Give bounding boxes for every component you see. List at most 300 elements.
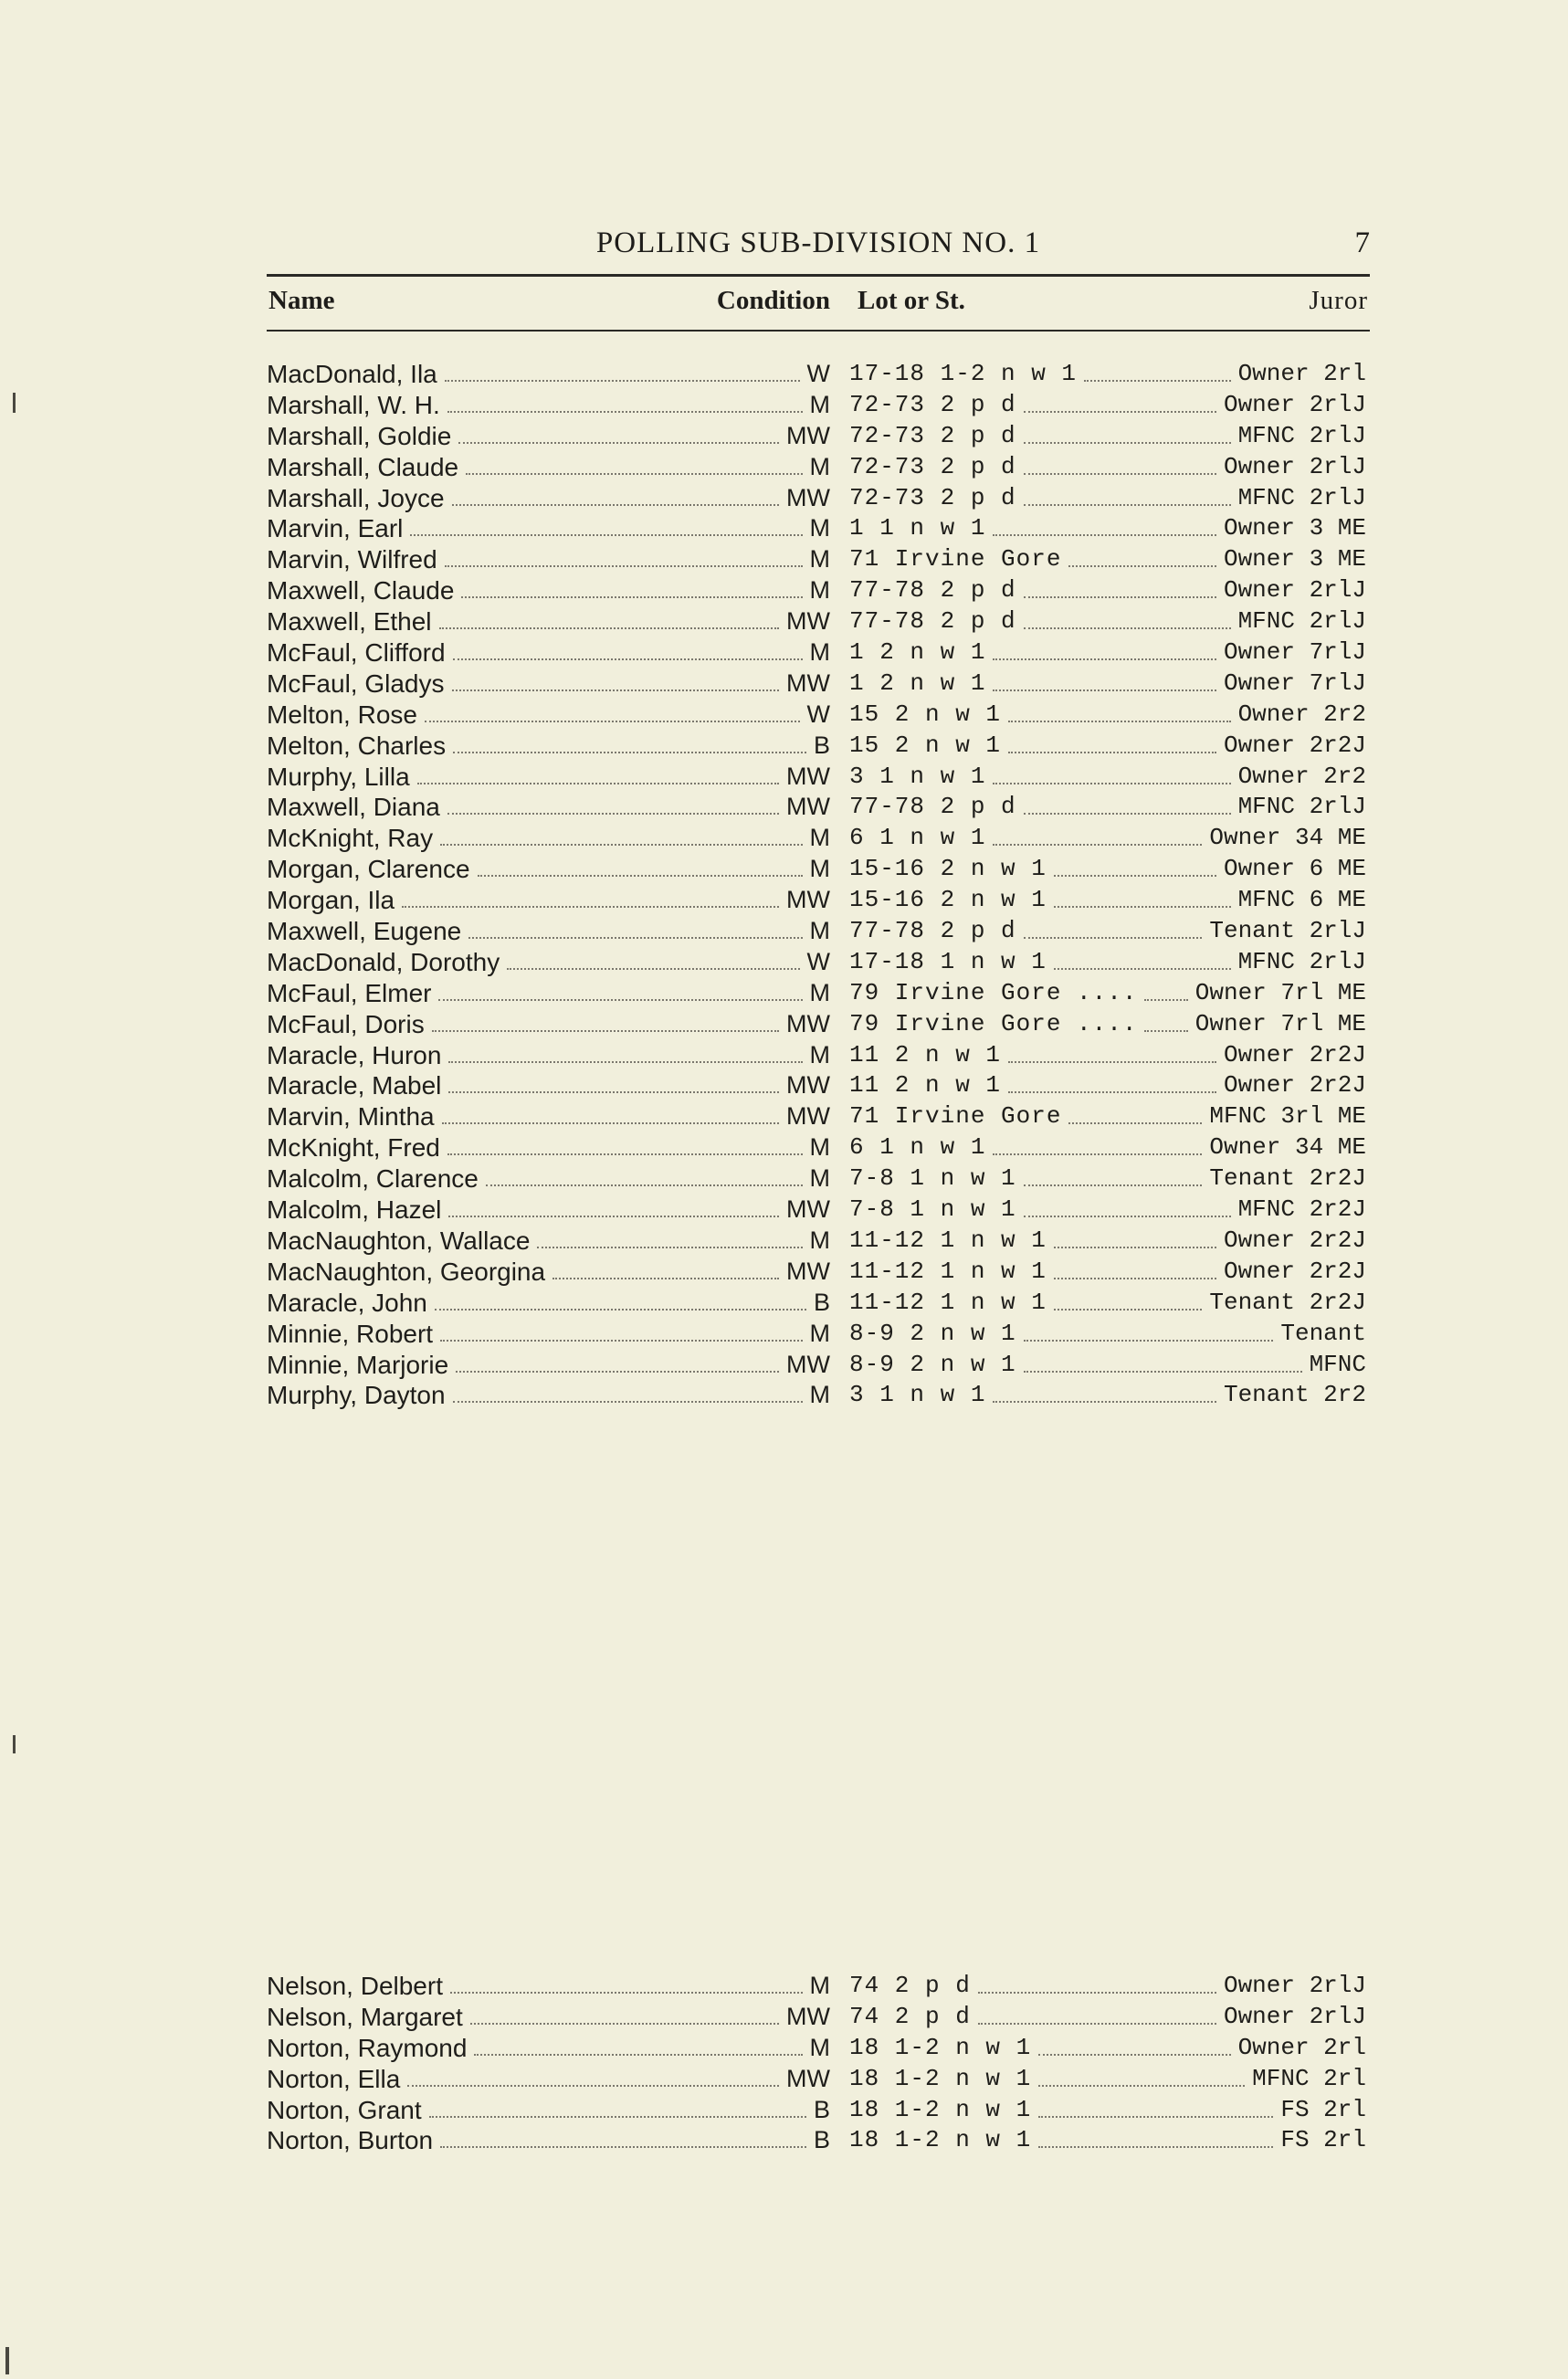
dot-leader [470,2023,779,2025]
voter-condition: M [809,452,830,480]
voter-lot: 11-12 1 n w 1 [849,1226,1047,1254]
voter-row [267,854,1370,885]
dot-leader [456,1371,779,1373]
voter-lot: 15 2 n w 1 [849,700,1002,728]
voter-name: Murphy, Lilla [267,762,410,791]
dot-leader [1008,1091,1216,1093]
bleed-through-line [267,1558,1370,1589]
voter-lot: 8-9 2 n w 1 [849,1350,1016,1378]
dot-leader [445,380,800,382]
dot-leader [1084,380,1231,382]
voter-lot: 15 2 n w 1 [849,731,1002,759]
voter-lot: 74 2 p d [849,1972,971,1999]
voter-juror: Owner 2rlJ [1223,1972,1366,1999]
dot-leader [1068,565,1216,567]
voter-juror: MFNC 2r2J [1237,1195,1366,1224]
dot-leader [407,2085,779,2087]
voter-condition: MW [786,762,830,790]
dot-leader [429,2116,806,2118]
bleed-through-line [267,1496,1370,1527]
voter-name: Norton, Raymond [267,2033,468,2062]
voter-row [267,2064,1370,2095]
dot-leader [425,721,800,722]
voter-name: McFaul, Doris [267,1009,425,1038]
voter-row [267,1350,1370,1381]
voter-lot: 72-73 2 p d [849,483,1016,511]
voter-name: McFaul, Elmer [267,978,432,1007]
dot-leader [1024,411,1216,413]
voter-condition: MW [786,607,830,636]
dot-leader [993,534,1216,536]
voter-condition: M [809,1040,830,1068]
voter-condition: M [809,638,830,667]
dot-leader [440,2146,806,2148]
voter-row [267,575,1370,606]
dot-leader [410,534,802,536]
voter-juror: Tenant [1280,1319,1366,1347]
page-edge-mark [13,393,16,413]
voter-name: Nelson, Delbert [267,1972,443,2000]
voter-row [267,978,1370,1009]
voter-juror: Owner 7rlJ [1223,668,1366,697]
dot-leader [1024,596,1216,598]
voter-row [267,947,1370,978]
voter-row [267,1101,1370,1132]
voter-name: McFaul, Clifford [267,638,446,668]
dot-leader [468,937,802,939]
voter-juror: MFNC 2rlJ [1237,483,1366,511]
page-number: 7 [1354,226,1370,259]
voter-name: MacDonald, Ila [267,360,437,388]
dot-leader [978,2023,1216,2025]
dot-leader [432,1030,779,1032]
dot-leader [1024,1184,1203,1186]
dot-leader [1054,1278,1216,1279]
voter-name: Marvin, Mintha [267,1102,435,1132]
voter-name: Norton, Burton [267,2126,434,2155]
dot-leader [486,1184,803,1186]
voter-name: Minnie, Marjorie [267,1350,449,1379]
dot-leader [1024,504,1231,506]
dot-leader [552,1278,779,1279]
bleed-through-line [267,1527,1370,1558]
dot-leader [1038,2146,1273,2148]
voter-juror: FS 2rl [1280,2126,1366,2154]
voter-lot: 1 2 n w 1 [849,668,986,697]
dot-leader [452,689,780,691]
page-edge-mark [5,2347,9,2374]
voter-name: Morgan, Ila [267,886,395,915]
dot-leader [402,906,779,908]
voter-juror: Tenant 2r2J [1209,1288,1366,1316]
voter-lot: 17-18 1-2 n w 1 [849,360,1078,387]
voter-juror: Owner 6 ME [1223,855,1366,883]
voter-condition: MW [786,1102,830,1131]
voter-row [267,731,1370,762]
dot-leader [447,411,803,413]
voter-name: Malcolm, Hazel [267,1195,442,1225]
voter-juror: Owner 34 ME [1209,1133,1366,1162]
dot-leader [453,752,806,753]
dot-leader [474,2054,802,2056]
voter-row [267,1132,1370,1163]
voter-condition: B [813,1288,830,1316]
voter-condition: MW [786,886,830,914]
dot-leader [1054,875,1216,877]
dot-leader [1054,906,1231,908]
voter-condition: MW [786,2064,830,2092]
voter-name: Marshall, Claude [267,452,459,481]
voter-row [267,1380,1370,1411]
voter-juror: MFNC 2rlJ [1237,421,1366,449]
dot-leader [448,1091,779,1093]
voter-juror: Tenant 2r2J [1209,1164,1366,1193]
voter-lot: 79 Irvine Gore .... [849,978,1138,1006]
voter-name: Marshall, W. H. [267,390,440,419]
voter-juror: Owner 2r2J [1223,731,1366,759]
voter-name: MacNaughton, Wallace [267,1226,531,1255]
voter-lot: 18 1-2 n w 1 [849,2064,1032,2092]
voter-lot: 72-73 2 p d [849,452,1016,480]
column-header-condition: Condition [716,286,830,315]
voter-condition: B [813,731,830,759]
voter-lot: 11 2 n w 1 [849,1071,1002,1100]
voter-lot: 18 1-2 n w 1 [849,2033,1032,2061]
voter-juror: Owner 3 ME [1223,545,1366,574]
page-header [267,226,1370,267]
dot-leader [440,1340,802,1342]
voter-condition: MW [786,668,830,697]
voter-lot: 7-8 1 n w 1 [849,1195,1016,1224]
voter-row [267,762,1370,793]
voter-juror: Owner 2r2 [1237,700,1366,728]
voter-name: Marvin, Earl [267,514,404,543]
voter-condition: M [809,1133,830,1162]
voter-row [267,1195,1370,1226]
voter-condition: M [809,545,830,574]
voter-condition: M [809,390,830,418]
voter-condition: W [806,947,830,975]
dot-leader [1038,2116,1273,2118]
bleed-through-line [267,1434,1370,1465]
voter-juror: MFNC 2rlJ [1237,793,1366,821]
voter-row [267,1226,1370,1257]
voter-condition: W [806,360,830,387]
voter-juror: MFNC 3rl ME [1209,1102,1366,1131]
voter-name: Marvin, Wilfred [267,545,437,574]
voter-name: Maracle, Mabel [267,1071,442,1100]
voter-juror: Owner 7rlJ [1223,638,1366,667]
voter-row [267,1009,1370,1040]
dot-leader [1008,752,1216,753]
voter-condition: M [809,1226,830,1254]
dot-leader [466,473,802,475]
voter-row [267,2095,1370,2126]
voter-lot: 6 1 n w 1 [849,824,986,852]
voter-lot: 71 Irvine Gore [849,545,1062,574]
voter-juror: MFNC 2rl [1252,2064,1366,2092]
voter-condition: M [809,1164,830,1193]
dot-leader [1024,1216,1231,1217]
voter-row [267,700,1370,731]
voter-condition: MW [786,1350,830,1378]
dot-leader [450,1992,803,1994]
voter-juror: Owner 2rl [1237,360,1366,387]
dot-leader [453,1401,803,1403]
voter-lot: 79 Irvine Gore .... [849,1009,1138,1037]
dot-leader [1144,1030,1187,1032]
dot-leader [435,1309,806,1311]
voter-name: Melton, Rose [267,700,417,729]
voter-name: MacDonald, Dorothy [267,947,500,976]
voter-row [267,637,1370,668]
voter-condition: M [809,1319,830,1347]
dot-leader [1008,1061,1216,1063]
dot-leader [1024,937,1203,939]
voter-juror: MFNC 6 ME [1237,886,1366,914]
dot-leader [993,658,1216,660]
dot-leader [993,689,1216,691]
voter-lot: 7-8 1 n w 1 [849,1164,1016,1193]
voter-juror: Owner 7rl ME [1194,978,1366,1006]
column-header-name: Name [268,286,335,315]
voter-name: McKnight, Fred [267,1133,440,1163]
dot-leader [1054,1309,1203,1311]
voter-lot: 15-16 2 n w 1 [849,886,1047,914]
voter-name: Maxwell, Diana [267,793,440,822]
dot-leader [1024,1340,1274,1342]
voter-juror: Owner 2rlJ [1223,452,1366,480]
voter-name: Maracle, John [267,1288,427,1317]
voter-name: Melton, Charles [267,731,447,760]
voter-lot: 15-16 2 n w 1 [849,855,1047,883]
dot-leader [447,1153,803,1155]
dot-leader [439,627,780,629]
column-headers [267,286,1370,322]
voter-name: Nelson, Margaret [267,2002,463,2031]
voter-row [267,2125,1370,2156]
dot-leader [1008,721,1231,722]
dot-leader [458,442,779,444]
voter-lot: 74 2 p d [849,2002,971,2030]
voter-juror: Owner 2r2J [1223,1257,1366,1285]
voter-row [267,513,1370,544]
dot-leader [1054,968,1231,970]
column-header-juror: Juror [1309,286,1368,315]
voter-name: Marshall, Goldie [267,421,452,450]
dot-leader [442,1122,779,1124]
voter-row [267,1040,1370,1071]
dot-leader [1024,813,1231,815]
voter-name: Norton, Grant [267,2095,422,2124]
voter-lot: 72-73 2 p d [849,390,1016,418]
voter-juror: Owner 2rl [1237,2033,1366,2061]
voter-name: Marshall, Joyce [267,483,445,512]
voter-lot: 8-9 2 n w 1 [849,1319,1016,1347]
voter-row [267,483,1370,514]
dot-leader [1038,2054,1230,2056]
dot-leader [448,1061,802,1063]
voter-name: Minnie, Robert [267,1319,434,1348]
dot-leader [445,565,803,567]
voter-row [267,792,1370,823]
voter-condition: MW [786,1195,830,1224]
voter-condition: B [813,2126,830,2154]
voter-lot: 17-18 1 n w 1 [849,947,1047,975]
dot-leader [461,596,802,598]
voter-lot: 77-78 2 p d [849,576,1016,605]
voter-name: Morgan, Clarence [267,855,470,884]
dot-leader [1144,999,1187,1001]
voter-juror: Owner 2rlJ [1223,2002,1366,2030]
voter-juror: Owner 7rl ME [1194,1009,1366,1037]
header-rule-top [267,274,1370,277]
voter-juror: Owner 3 ME [1223,514,1366,542]
dot-leader [452,504,780,506]
voter-row [267,359,1370,390]
dot-leader [537,1247,802,1248]
voter-name: Murphy, Dayton [267,1381,446,1410]
voter-name: Maxwell, Ethel [267,607,432,637]
voter-condition: MW [786,483,830,511]
dot-leader [978,1992,1216,1994]
dot-leader [478,875,803,877]
voter-lot: 1 1 n w 1 [849,514,986,542]
page-edge-mark [13,1735,16,1753]
voter-juror: Owner 34 ME [1209,824,1366,852]
voter-condition: M [809,917,830,945]
voter-row [267,885,1370,916]
voter-juror: Owner 2r2 [1237,762,1366,790]
voter-condition: M [809,576,830,605]
dot-leader [507,968,799,970]
voter-lot: 6 1 n w 1 [849,1133,986,1162]
voter-juror: Owner 2r2J [1223,1071,1366,1100]
dot-leader [440,844,802,846]
voter-name: McFaul, Gladys [267,668,445,698]
voter-row [267,2002,1370,2033]
dot-leader [993,844,1202,846]
voter-list-m [267,359,1370,1411]
voter-juror: Owner 2rlJ [1223,576,1366,605]
page-title: POLLING SUB-DIVISION NO. 1 [595,226,1041,259]
voter-list-n [267,1971,1370,2156]
voter-name: Maracle, Huron [267,1040,442,1069]
voter-lot: 77-78 2 p d [849,793,1016,821]
voter-row [267,421,1370,452]
voter-lot: 71 Irvine Gore [849,1102,1062,1131]
voter-row [267,1319,1370,1350]
voter-condition: MW [786,2002,830,2030]
voter-row [267,452,1370,483]
voter-juror: MFNC 2rlJ [1237,607,1366,636]
voter-row [267,390,1370,421]
voter-condition: M [809,978,830,1006]
voter-lot: 11 2 n w 1 [849,1040,1002,1068]
voter-condition: M [809,1381,830,1409]
dot-leader [1054,1247,1216,1248]
voter-lot: 18 1-2 n w 1 [849,2095,1032,2123]
dot-leader [1068,1122,1202,1124]
voter-juror: Tenant 2rlJ [1209,917,1366,945]
dot-leader [1024,627,1231,629]
dot-leader [993,783,1230,784]
voter-lot: 72-73 2 p d [849,421,1016,449]
dot-leader [438,999,802,1001]
voter-lot: 3 1 n w 1 [849,762,986,790]
voter-row [267,1257,1370,1288]
voter-row [267,544,1370,575]
voter-lot: 11-12 1 n w 1 [849,1288,1047,1316]
voter-name: Maxwell, Eugene [267,917,462,946]
dot-leader [1024,473,1216,475]
voter-condition: M [809,824,830,852]
voter-row [267,1971,1370,2002]
dot-leader [453,658,803,660]
voter-row [267,823,1370,854]
voter-condition: MW [786,793,830,821]
dot-leader [1024,1371,1302,1373]
voter-row [267,1288,1370,1319]
voter-lot: 3 1 n w 1 [849,1381,986,1409]
voter-row [267,668,1370,700]
dot-leader [1024,442,1231,444]
dot-leader [447,813,779,815]
voter-condition: M [809,2033,830,2061]
voter-condition: W [806,700,830,728]
voter-condition: M [809,855,830,883]
bleed-through-line [267,1465,1370,1496]
voter-name: McKnight, Ray [267,824,434,853]
voter-lot: 1 2 n w 1 [849,638,986,667]
dot-leader [1038,2085,1245,2087]
voter-name: Norton, Ella [267,2064,401,2093]
voter-juror: Owner 2r2J [1223,1226,1366,1254]
voter-name: Malcolm, Clarence [267,1164,479,1194]
header-rule-bottom [267,330,1370,332]
voter-juror: MFNC [1309,1350,1366,1378]
dot-leader [448,1216,779,1217]
voter-juror: FS 2rl [1280,2095,1366,2123]
voter-row [267,1163,1370,1195]
voter-condition: MW [786,1009,830,1037]
voter-condition: MW [786,421,830,449]
voter-juror: Owner 2r2J [1223,1040,1366,1068]
voter-condition: MW [786,1071,830,1100]
voter-name: MacNaughton, Georgina [267,1257,546,1286]
voter-lot: 77-78 2 p d [849,917,1016,945]
voter-row [267,2033,1370,2064]
column-header-lot: Lot or St. [858,286,965,315]
voter-lot: 77-78 2 p d [849,607,1016,636]
voter-juror: Owner 2rlJ [1223,390,1366,418]
voter-condition: MW [786,1257,830,1285]
voter-condition: M [809,514,830,542]
voter-row [267,916,1370,947]
voter-condition: M [809,1972,830,1999]
voter-juror: MFNC 2rlJ [1237,947,1366,975]
bleed-through-texture [267,1434,1370,1589]
voter-name: Maxwell, Claude [267,576,455,605]
voter-row [267,606,1370,637]
voter-condition: B [813,2095,830,2123]
voter-row [267,1070,1370,1101]
dot-leader [993,1153,1202,1155]
voter-lot: 11-12 1 n w 1 [849,1257,1047,1285]
dot-leader [993,1401,1216,1403]
dot-leader [417,783,779,784]
voter-lot: 18 1-2 n w 1 [849,2126,1032,2154]
